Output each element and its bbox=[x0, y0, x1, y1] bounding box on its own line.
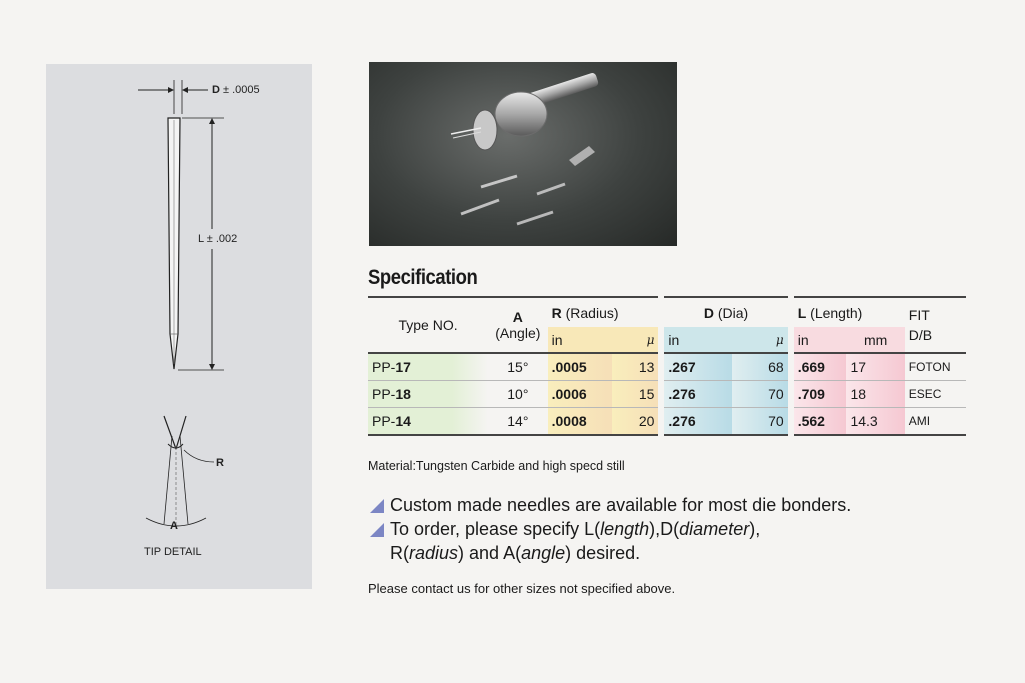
fit-cell: ESEC bbox=[905, 381, 966, 408]
needle-drawing bbox=[46, 64, 312, 589]
a-label: A bbox=[170, 520, 178, 532]
r-in-cell: .0005 bbox=[548, 353, 612, 381]
d-in-cell: .276 bbox=[661, 408, 732, 436]
fit-cell: AMI bbox=[908, 414, 931, 428]
table-row bbox=[368, 353, 966, 381]
l-in-cell: .562 bbox=[791, 408, 847, 436]
header-fit: FIT D/B bbox=[908, 307, 933, 343]
contact-note: Please contact us for other sizes not specified above. bbox=[368, 581, 676, 596]
l-mm-cell: 17 bbox=[846, 353, 904, 381]
d-in-cell: .276 bbox=[661, 381, 732, 408]
d-mu-cell: 70 bbox=[732, 408, 791, 436]
r-in-cell: .0008 bbox=[548, 408, 612, 436]
header-angle: A (Angle) bbox=[495, 309, 541, 341]
needle-diagram-panel bbox=[46, 64, 312, 589]
bullet-triangle-icon bbox=[370, 499, 384, 513]
d-tolerance-label: D ± .0005 bbox=[212, 84, 260, 96]
photo-illustration bbox=[369, 62, 677, 246]
angle-cell: 15° bbox=[488, 353, 548, 381]
d-mu-cell: 68 bbox=[732, 353, 791, 381]
note-how-to-order: To order, please specify L(length),D(diameter), R(radius) and A(angle) desired. bbox=[368, 517, 851, 565]
unit-d-mu: μ bbox=[732, 327, 791, 353]
header-dia: D (Dia) bbox=[661, 297, 790, 327]
r-mu-cell: 20 bbox=[612, 408, 661, 436]
note-text: Custom made needles are available for most die bonders. bbox=[390, 495, 852, 515]
r-mu-cell: 15 bbox=[612, 381, 661, 408]
r-label: R bbox=[216, 457, 224, 469]
l-mm-cell: 18 bbox=[846, 381, 904, 408]
angle-cell: 10° bbox=[488, 381, 548, 408]
unit-d-in: in bbox=[661, 327, 732, 353]
fit-cell: FOTON bbox=[905, 353, 966, 381]
d-in-cell: .267 bbox=[661, 353, 732, 381]
l-in-cell: .669 bbox=[791, 353, 847, 381]
table-row bbox=[368, 381, 966, 408]
bullet-triangle-icon bbox=[370, 523, 384, 537]
note-custom-made bbox=[368, 493, 851, 517]
type-cell: PP-18 bbox=[368, 381, 488, 408]
l-tolerance-label: L ± .002 bbox=[198, 233, 238, 245]
l-mm-cell: 14.3 bbox=[846, 408, 904, 436]
r-in-cell: .0006 bbox=[548, 381, 612, 408]
unit-l-mm: mm bbox=[846, 327, 904, 353]
specification-title: Specification bbox=[368, 266, 478, 289]
header-length: L (Length) bbox=[791, 297, 905, 327]
r-mu-cell: 13 bbox=[612, 353, 661, 381]
unit-r-in: in bbox=[548, 327, 612, 353]
header-type: Type NO. bbox=[398, 317, 458, 333]
l-in-cell: .709 bbox=[791, 381, 847, 408]
header-radius: R (Radius) bbox=[551, 304, 619, 321]
d-mu-cell: 70 bbox=[732, 381, 791, 408]
table-header-row bbox=[368, 297, 966, 327]
type-cell: PP-14 bbox=[368, 408, 488, 436]
unit-l-in: in bbox=[791, 327, 847, 353]
unit-r-mu: μ bbox=[612, 327, 661, 353]
type-cell: PP-17 bbox=[368, 353, 488, 381]
product-photo bbox=[369, 62, 677, 246]
order-notes bbox=[368, 493, 851, 565]
specification-table bbox=[368, 296, 966, 436]
table-row bbox=[368, 408, 966, 436]
angle-cell: 14° bbox=[507, 413, 529, 429]
tip-detail-caption: TIP DETAIL bbox=[144, 546, 202, 558]
material-note: Material:Tungsten Carbide and high specd still bbox=[368, 459, 625, 473]
